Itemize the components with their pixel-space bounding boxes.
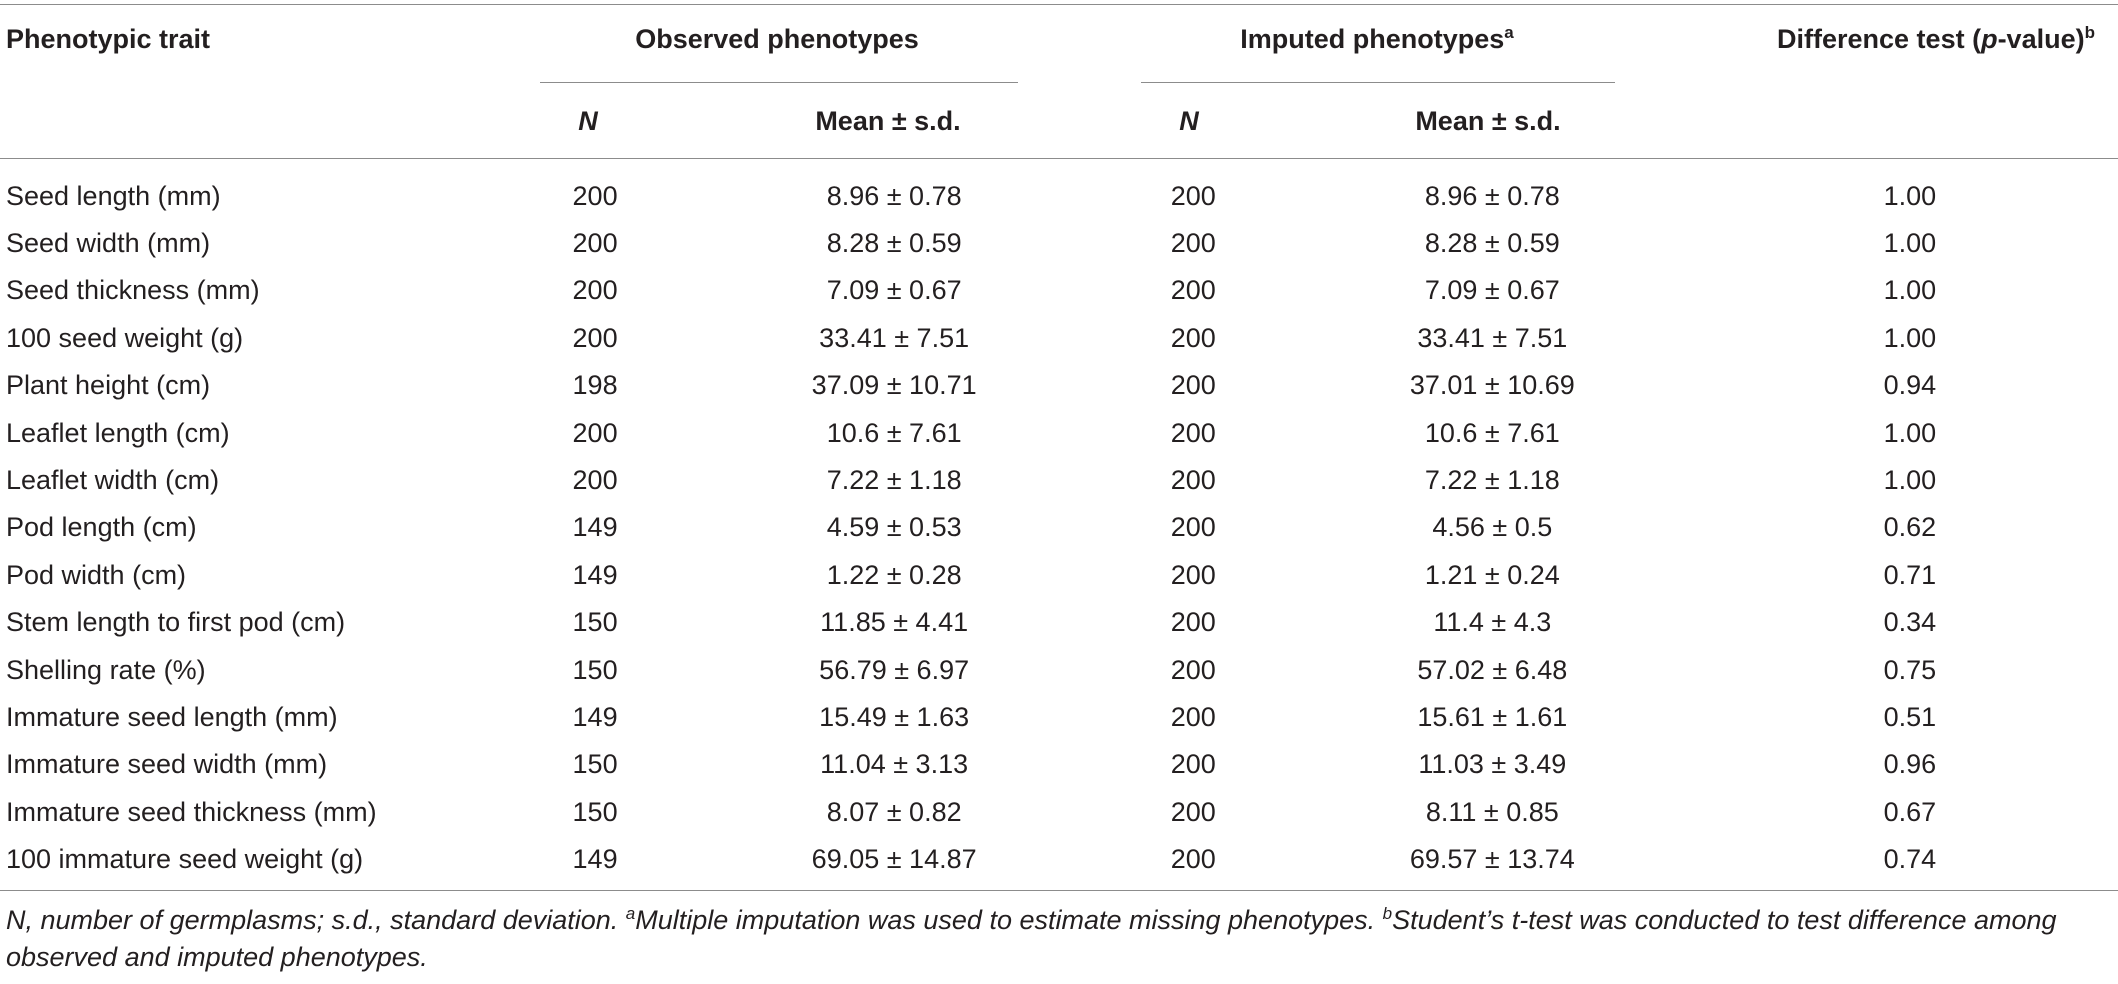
observed-n-cell: 200: [572, 417, 618, 448]
table-row: [0, 267, 2118, 314]
header-n-imputed: N: [1179, 106, 1199, 136]
trait-cell: Seed width (mm): [6, 228, 211, 259]
footnote-part3: Student’s t-test was conducted to test difference among observed and imputed phenotypes.: [6, 905, 2057, 972]
header-difference: [1777, 22, 2095, 56]
observed-mean-cell: 7.09 ± 0.67: [826, 275, 962, 306]
observed-mean-cell: 37.09 ± 10.71: [811, 370, 977, 401]
footnote-sup-a: a: [625, 904, 636, 923]
header-imputed-text: Imputed phenotypes: [1240, 24, 1505, 54]
imputed-n-cell: 200: [1170, 465, 1216, 496]
table-row: [0, 835, 2118, 882]
imputed-mean-cell: 8.28 ± 0.59: [1424, 228, 1560, 259]
p-value-cell: 1.00: [1883, 275, 1937, 306]
table-row: [0, 646, 2118, 693]
table-row: [0, 409, 2118, 456]
trait-cell: Pod length (cm): [6, 512, 197, 543]
trait-cell: 100 seed weight (g): [6, 322, 244, 353]
table-row: [0, 504, 2118, 551]
observed-n-cell: 200: [572, 322, 618, 353]
table-row: [0, 219, 2118, 266]
imputed-mean-cell: 7.09 ± 0.67: [1424, 275, 1560, 306]
footnote-sup-b: b: [1382, 904, 1393, 923]
imputed-subrule: [1141, 82, 1615, 83]
trait-cell: Immature seed width (mm): [6, 749, 328, 780]
header-trait: Phenotypic trait: [6, 24, 211, 54]
p-value-cell: 0.94: [1883, 370, 1937, 401]
observed-n-cell: 200: [572, 180, 618, 211]
data-table: [0, 172, 2118, 883]
observed-mean-cell: 4.59 ± 0.53: [826, 512, 962, 543]
footnote-part1: N, number of germplasms; s.d., standard deviation.: [6, 905, 626, 935]
table-row: [0, 314, 2118, 361]
observed-subrule: [540, 82, 1018, 83]
table-row: [0, 741, 2118, 788]
observed-mean-cell: 15.49 ± 1.63: [819, 701, 970, 732]
observed-n-cell: 200: [572, 275, 618, 306]
observed-mean-cell: 8.28 ± 0.59: [826, 228, 962, 259]
imputed-n-cell: 200: [1170, 370, 1216, 401]
imputed-n-cell: 200: [1170, 322, 1216, 353]
imputed-mean-cell: 33.41 ± 7.51: [1417, 322, 1568, 353]
header-observed: Observed phenotypes: [635, 24, 919, 54]
imputed-n-cell: 200: [1170, 180, 1216, 211]
imputed-mean-cell: 15.61 ± 1.61: [1417, 701, 1568, 732]
observed-n-cell: 150: [572, 607, 618, 638]
p-value-cell: 0.34: [1883, 607, 1937, 638]
trait-cell: Leaflet length (cm): [6, 417, 230, 448]
trait-cell: 100 immature seed weight (g): [6, 844, 364, 875]
header-imputed: [1240, 22, 1513, 56]
top-rule: [0, 4, 2118, 5]
p-value-cell: 0.71: [1883, 559, 1937, 590]
p-value-cell: 1.00: [1883, 465, 1937, 496]
p-value-cell: 0.75: [1883, 654, 1937, 685]
table-footnote: [6, 902, 2106, 976]
observed-mean-cell: 11.04 ± 3.13: [820, 749, 969, 780]
observed-mean-cell: 8.96 ± 0.78: [826, 180, 962, 211]
table-row: [0, 693, 2118, 740]
observed-n-cell: 198: [572, 370, 618, 401]
imputed-mean-cell: 8.96 ± 0.78: [1424, 180, 1560, 211]
p-value-cell: 0.96: [1883, 749, 1937, 780]
imputed-mean-cell: 8.11 ± 0.85: [1425, 796, 1559, 827]
table-row: [0, 362, 2118, 409]
footnote-part2: Multiple imputation was used to estimate missing phenotypes.: [635, 905, 1383, 935]
observed-n-cell: 150: [572, 749, 618, 780]
imputed-n-cell: 200: [1170, 512, 1216, 543]
imputed-mean-cell: 11.03 ± 3.49: [1418, 749, 1567, 780]
observed-n-cell: 200: [572, 228, 618, 259]
header-difference-p: p: [1981, 24, 1998, 54]
imputed-n-cell: 200: [1170, 654, 1216, 685]
p-value-cell: 1.00: [1883, 180, 1937, 211]
imputed-n-cell: 200: [1170, 749, 1216, 780]
imputed-n-cell: 200: [1170, 796, 1216, 827]
trait-cell: Seed thickness (mm): [6, 275, 260, 306]
observed-mean-cell: 7.22 ± 1.18: [826, 465, 962, 496]
observed-mean-cell: 1.22 ± 0.28: [826, 559, 962, 590]
imputed-n-cell: 200: [1170, 275, 1216, 306]
imputed-n-cell: 200: [1170, 844, 1216, 875]
imputed-n-cell: 200: [1170, 559, 1216, 590]
trait-cell: Pod width (cm): [6, 559, 187, 590]
imputed-n-cell: 200: [1170, 228, 1216, 259]
observed-mean-cell: 10.6 ± 7.61: [826, 417, 962, 448]
observed-n-cell: 149: [572, 512, 618, 543]
imputed-n-cell: 200: [1170, 607, 1216, 638]
p-value-cell: 0.67: [1883, 796, 1937, 827]
observed-n-cell: 149: [572, 559, 618, 590]
observed-n-cell: 200: [572, 465, 618, 496]
p-value-cell: 1.00: [1883, 322, 1937, 353]
observed-n-cell: 150: [572, 654, 618, 685]
observed-mean-cell: 33.41 ± 7.51: [819, 322, 970, 353]
imputed-mean-cell: 37.01 ± 10.69: [1409, 370, 1575, 401]
table-row: [0, 456, 2118, 503]
header-mean-imputed: Mean ± s.d.: [1415, 106, 1561, 136]
trait-cell: Seed length (mm): [6, 180, 221, 211]
header-mean-observed: Mean ± s.d.: [815, 106, 961, 136]
trait-cell: Stem length to first pod (cm): [6, 607, 346, 638]
header-difference-post: -value): [1997, 24, 2085, 54]
table-row: [0, 788, 2118, 835]
observed-mean-cell: 56.79 ± 6.97: [819, 654, 970, 685]
trait-cell: Leaflet width (cm): [6, 465, 220, 496]
header-difference-sup: b: [2084, 23, 2095, 42]
observed-mean-cell: 8.07 ± 0.82: [826, 796, 962, 827]
header-difference-pre: Difference test (: [1777, 24, 1982, 54]
observed-mean-cell: 11.85 ± 4.41: [820, 607, 969, 638]
p-value-cell: 0.51: [1883, 701, 1937, 732]
imputed-mean-cell: 57.02 ± 6.48: [1417, 654, 1568, 685]
imputed-n-cell: 200: [1170, 417, 1216, 448]
table-row: [0, 551, 2118, 598]
trait-cell: Immature seed length (mm): [6, 701, 338, 732]
imputed-mean-cell: 11.4 ± 4.3: [1433, 607, 1552, 638]
imputed-n-cell: 200: [1170, 701, 1216, 732]
imputed-mean-cell: 4.56 ± 0.5: [1432, 512, 1553, 543]
imputed-mean-cell: 1.21 ± 0.24: [1424, 559, 1560, 590]
header-n-observed: N: [578, 106, 598, 136]
bottom-rule: [0, 890, 2118, 891]
trait-cell: Immature seed thickness (mm): [6, 796, 377, 827]
trait-cell: Plant height (cm): [6, 370, 211, 401]
observed-n-cell: 150: [572, 796, 618, 827]
p-value-cell: 1.00: [1883, 228, 1937, 259]
header-imputed-sup: a: [1504, 23, 1514, 42]
imputed-mean-cell: 10.6 ± 7.61: [1424, 417, 1560, 448]
observed-n-cell: 149: [572, 844, 618, 875]
table-row: [0, 172, 2118, 219]
p-value-cell: 1.00: [1883, 417, 1937, 448]
trait-cell: Shelling rate (%): [6, 654, 206, 685]
imputed-mean-cell: 7.22 ± 1.18: [1424, 465, 1560, 496]
header-bottom-rule: [0, 158, 2118, 159]
observed-mean-cell: 69.05 ± 14.87: [811, 844, 977, 875]
p-value-cell: 0.62: [1883, 512, 1937, 543]
observed-n-cell: 149: [572, 701, 618, 732]
imputed-mean-cell: 69.57 ± 13.74: [1409, 844, 1575, 875]
table-row: [0, 599, 2118, 646]
p-value-cell: 0.74: [1883, 844, 1937, 875]
